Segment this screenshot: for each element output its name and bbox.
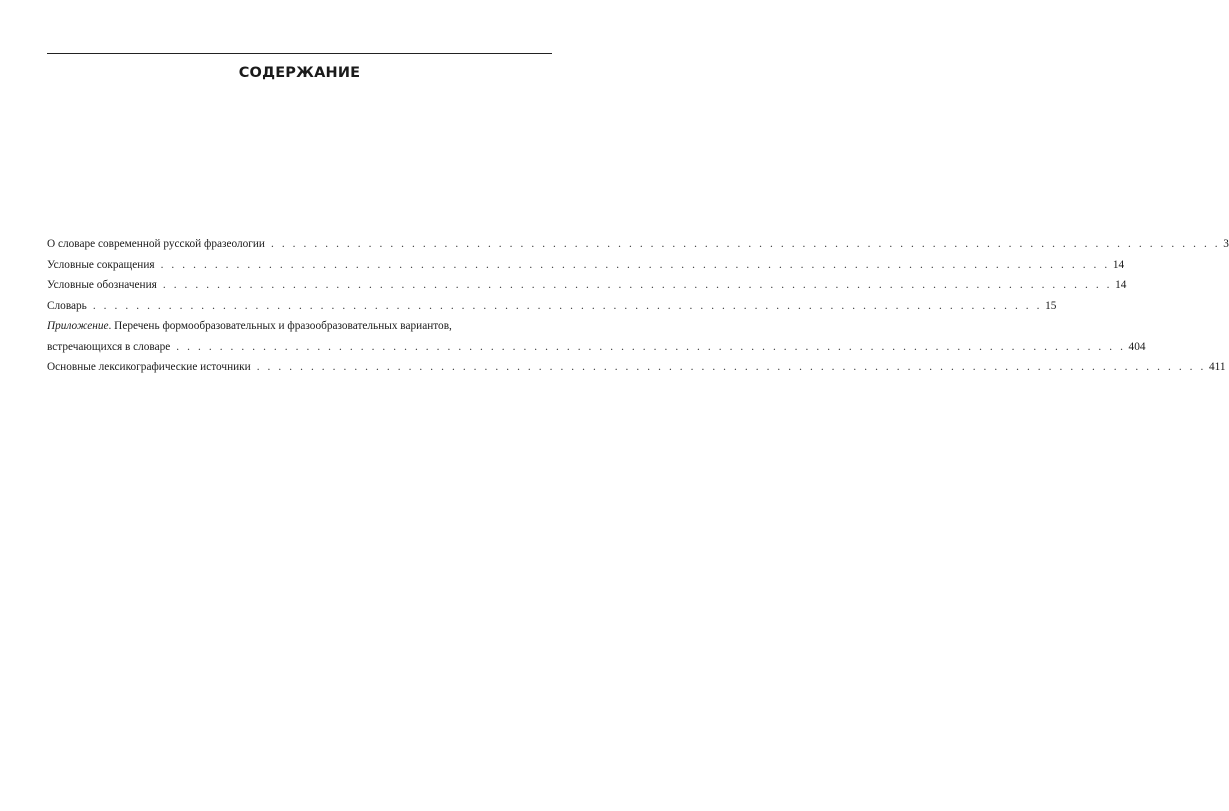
toc-entry-page: 14	[1115, 279, 1127, 291]
toc-dot-leader: . . . . . . . . . . . . . . . . . . . . . . . . . . . . . . . . . . . . . . . . . . . . . . . . . . . . . . . . . . . . . . . . . . . . . . . . . . . . . . . . . . . . . . . .	[256, 361, 1206, 373]
toc-entry-label: Условные обозначения	[47, 279, 157, 291]
toc-entry-label-second-line: встречающихся в словаре	[47, 340, 171, 353]
toc-entry-about-dictionary[interactable]	[47, 234, 1229, 255]
table-of-contents	[47, 234, 1229, 378]
toc-entry-page: 15	[1045, 299, 1057, 312]
page-title: СОДЕРЖАНИЕ	[238, 65, 361, 81]
toc-entry-label-rest: . Перечень формообразовательных и фразообразовательных вариантов,	[108, 320, 452, 332]
toc-entry-appendix[interactable]	[47, 316, 1146, 357]
toc-entry-page: 14	[1112, 258, 1125, 271]
toc-entry-label: Словарь	[47, 299, 87, 312]
toc-entry-page: 411	[1208, 361, 1226, 373]
toc-dot-leader: . . . . . . . . . . . . . . . . . . . . . . . . . . . . . . . . . . . . . . . . . . . . . . . . . . . . . . . . . . . . . . . . . . . . . . . . . . . . . . . . . . . . . . . .	[176, 340, 1126, 353]
toc-entry-sources[interactable]	[47, 357, 1226, 378]
toc-entry-label: О словаре современной русской фразеологии	[47, 238, 265, 250]
toc-entry-label-italic: Приложение	[47, 320, 109, 332]
top-rule	[47, 53, 552, 54]
toc-dot-leader: . . . . . . . . . . . . . . . . . . . . . . . . . . . . . . . . . . . . . . . . . . . . . . . . . . . . . . . . . . . . . . . . . . . . . . . . . . . . . . . . . . . . . . . .	[160, 258, 1110, 271]
toc-dot-leader: . . . . . . . . . . . . . . . . . . . . . . . . . . . . . . . . . . . . . . . . . . . . . . . . . . . . . . . . . . . . . . . . . . . . . . . . . . . . . . . . . . . . . . . .	[270, 238, 1221, 250]
toc-entry-label: Основные лексикографические источники	[47, 361, 251, 373]
toc-entry-label-first-line	[47, 316, 552, 337]
toc-entry-page: 3	[1223, 238, 1229, 250]
toc-entry-symbols[interactable]	[47, 275, 1127, 296]
toc-entry-dictionary[interactable]	[47, 296, 1057, 317]
toc-entry-abbreviations[interactable]	[47, 255, 1125, 276]
toc-entry-page: 404	[1128, 340, 1146, 353]
toc-entry-label: Условные сокращения	[47, 258, 155, 271]
toc-dot-leader: . . . . . . . . . . . . . . . . . . . . . . . . . . . . . . . . . . . . . . . . . . . . . . . . . . . . . . . . . . . . . . . . . . . . . . . . . . . . . . . . . . . . . . . .	[92, 299, 1043, 312]
toc-dot-leader: . . . . . . . . . . . . . . . . . . . . . . . . . . . . . . . . . . . . . . . . . . . . . . . . . . . . . . . . . . . . . . . . . . . . . . . . . . . . . . . . . . . . . . . .	[162, 279, 1113, 291]
